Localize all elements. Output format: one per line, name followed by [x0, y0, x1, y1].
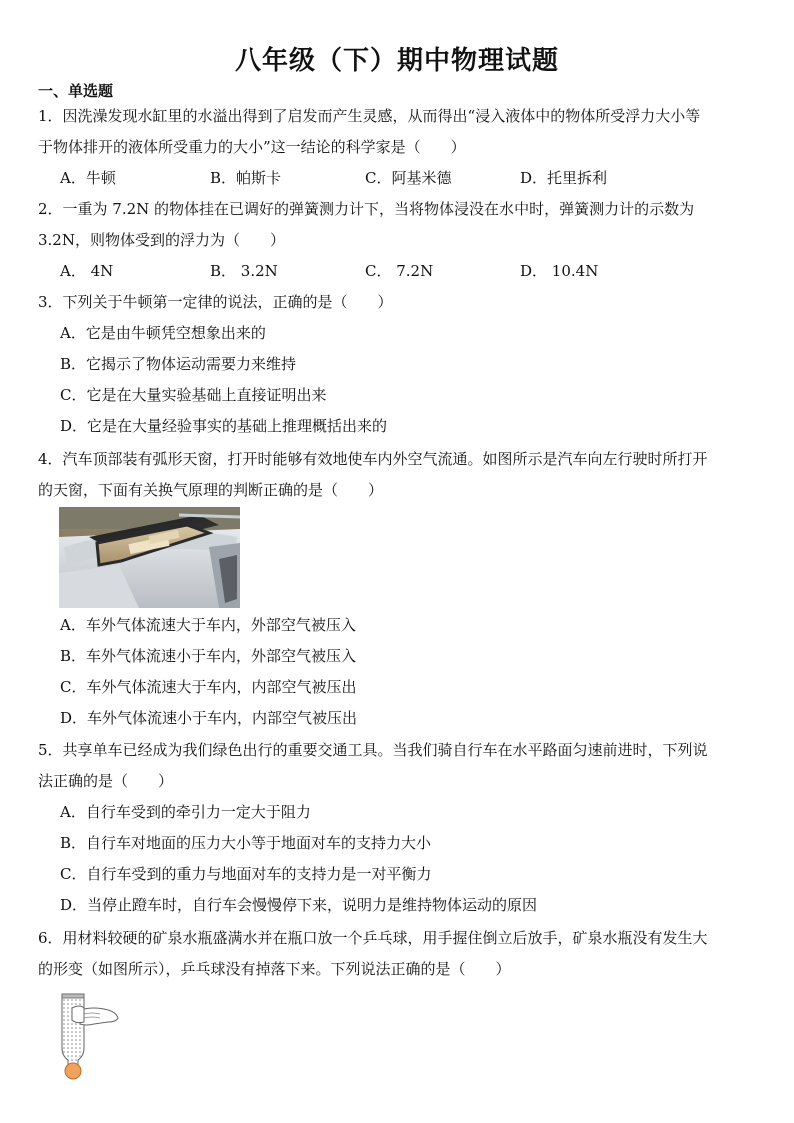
- inverted-bottle-illustration: [50, 990, 130, 1082]
- bottle-pingpong-figure: [50, 990, 130, 1082]
- question-1-option-d: D．托里拆利: [520, 169, 608, 187]
- question-1-option-c: C．阿基米德: [365, 169, 452, 187]
- question-6-line-1: 6．用材料较硬的矿泉水瓶盛满水并在瓶口放一个乒乓球，用手握住倒立后放手，矿泉水瓶没有发生大: [38, 929, 708, 947]
- question-4-option-c: C．车外气体流速大于车内，内部空气被压出: [60, 678, 357, 696]
- question-2-line-1: 2．一重为 7.2N 的物体挂在已调好的弹簧测力计下，当将物体浸没在水中时，弹簧测力计的示数为: [38, 200, 695, 218]
- question-2-option-d: D． 10.4N: [520, 262, 599, 280]
- question-3-option-c: C．它是在大量实验基础上直接证明出来: [60, 386, 327, 404]
- question-4-line-2: 的天窗，下面有关换气原理的判断正确的是（ ）: [38, 481, 384, 499]
- question-3-option-d: D．它是在大量经验事实的基础上推理概括出来的: [60, 417, 388, 435]
- question-4-option-a: A．车外气体流速大于车内，外部空气被压入: [60, 616, 356, 634]
- question-4-option-b: B．车外气体流速小于车内，外部空气被压入: [60, 647, 357, 665]
- question-5-option-a: A．自行车受到的牵引力一定大于阻力: [60, 803, 311, 821]
- question-5-option-d: D．当停止蹬车时，自行车会慢慢停下来，说明力是维持物体运动的原因: [60, 896, 538, 914]
- question-1-line-1: 1．因洗澡发现水缸里的水溢出得到了启发而产生灵感，从而得出“浸入液体中的物体所受浮力大小等: [38, 107, 701, 125]
- question-2-option-b: B． 3.2N: [210, 262, 278, 280]
- question-3-option-a: A．它是由牛顿凭空想象出来的: [60, 324, 266, 342]
- question-4-option-d: D．车外气体流速小于车内，内部空气被压出: [60, 709, 358, 727]
- question-4-line-1: 4．汽车顶部装有弧形天窗，打开时能够有效地使车内外空气流通。如图所示是汽车向左行驶时所打开: [38, 450, 708, 468]
- section-heading: 一、单选题: [38, 82, 114, 100]
- car-sunroof-illustration: [59, 507, 240, 608]
- car-sunroof-figure: [59, 507, 240, 608]
- question-5-line-1: 5．共享单车已经成为我们绿色出行的重要交通工具。当我们骑自行车在水平路面匀速前进时，下列说: [38, 741, 708, 759]
- question-5-option-c: C．自行车受到的重力与地面对车的支持力是一对平衡力: [60, 865, 432, 883]
- question-2-option-c: C． 7.2N: [365, 262, 434, 280]
- question-3-line-1: 3．下列关于牛顿第一定律的说法，正确的是（ ）: [38, 293, 393, 311]
- question-2-option-a: A． 4N: [60, 262, 114, 280]
- question-5-option-b: B．自行车对地面的压力大小等于地面对车的支持力大小: [60, 834, 432, 852]
- question-1-option-b: B．帕斯卡: [210, 169, 282, 187]
- question-2-line-2: 3.2N，则物体受到的浮力为（ ）: [38, 231, 285, 249]
- question-3-option-b: B．它揭示了物体运动需要力来维持: [60, 355, 297, 373]
- question-1-line-2: 于物体排开的液体所受重力的大小”这一结论的科学家是（ ）: [38, 138, 466, 156]
- question-6-line-2: 的形变（如图所示），乒乓球没有掉落下来。下列说法正确的是（ ）: [38, 960, 511, 978]
- question-5-line-2: 法正确的是（ ）: [38, 772, 174, 790]
- page-title: 八年级（下）期中物理试题: [234, 46, 559, 76]
- question-1-option-a: A．牛顿: [60, 169, 116, 187]
